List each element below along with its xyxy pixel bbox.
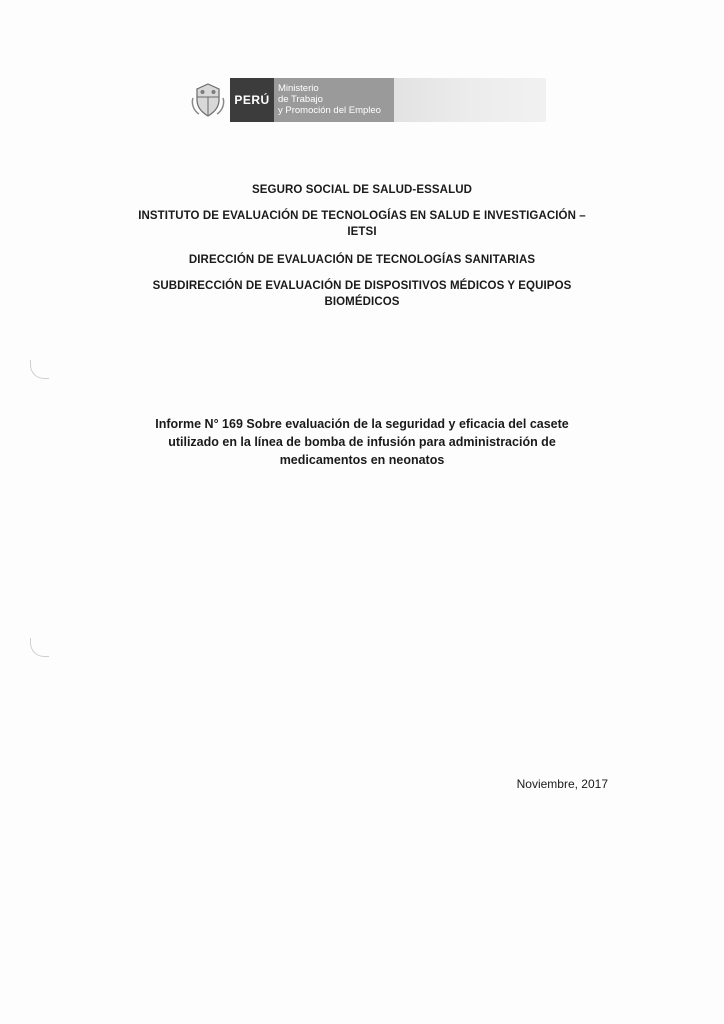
institution-name: SEGURO SOCIAL DE SALUD-ESSALUD: [251, 184, 473, 196]
report-title-line: Informe N° 169 Sobre evaluación de la seguridad y eficacia del casete: [155, 417, 569, 431]
subdirectorate-name: SUBDIRECCIÓN DE EVALUACIÓN DE DISPOSITIVOS MÉDICOS Y EQUIPOS: [152, 280, 572, 292]
institution-line-4: [0, 278, 724, 310]
logo-band-fill: [394, 78, 546, 122]
institute-name: INSTITUTO DE EVALUACIÓN DE TECNOLOGÍAS EN SALUD E INVESTIGACIÓN –: [138, 210, 586, 222]
ministry-line: Ministerio: [278, 83, 319, 94]
directorate-name: DIRECCIÓN DE EVALUACIÓN DE TECNOLOGÍAS SANITARIAS: [188, 254, 536, 266]
country-label: PERÚ: [234, 93, 270, 107]
ministry-badge: [274, 78, 394, 122]
institution-line-2: [0, 208, 724, 240]
institution-line-3: [0, 252, 724, 268]
institution-line-1: [0, 182, 724, 198]
government-logo-band: [186, 78, 546, 122]
punch-hole-mark: [30, 638, 49, 657]
ministry-line: de Trabajo: [278, 94, 323, 105]
subdirectorate-name-cont: BIOMÉDICOS: [324, 296, 400, 308]
report-title: [120, 415, 604, 469]
report-date: Noviembre, 2017: [516, 777, 608, 791]
institute-acronym: IETSI: [347, 226, 377, 238]
country-badge: [230, 78, 274, 122]
punch-hole-mark: [30, 360, 49, 379]
report-title-line: utilizado en la línea de bomba de infusión para administración de: [168, 435, 556, 449]
report-title-line: medicamentos en neonatos: [279, 453, 445, 467]
coat-of-arms-icon: [186, 78, 230, 122]
ministry-line: y Promoción del Empleo: [278, 105, 381, 116]
